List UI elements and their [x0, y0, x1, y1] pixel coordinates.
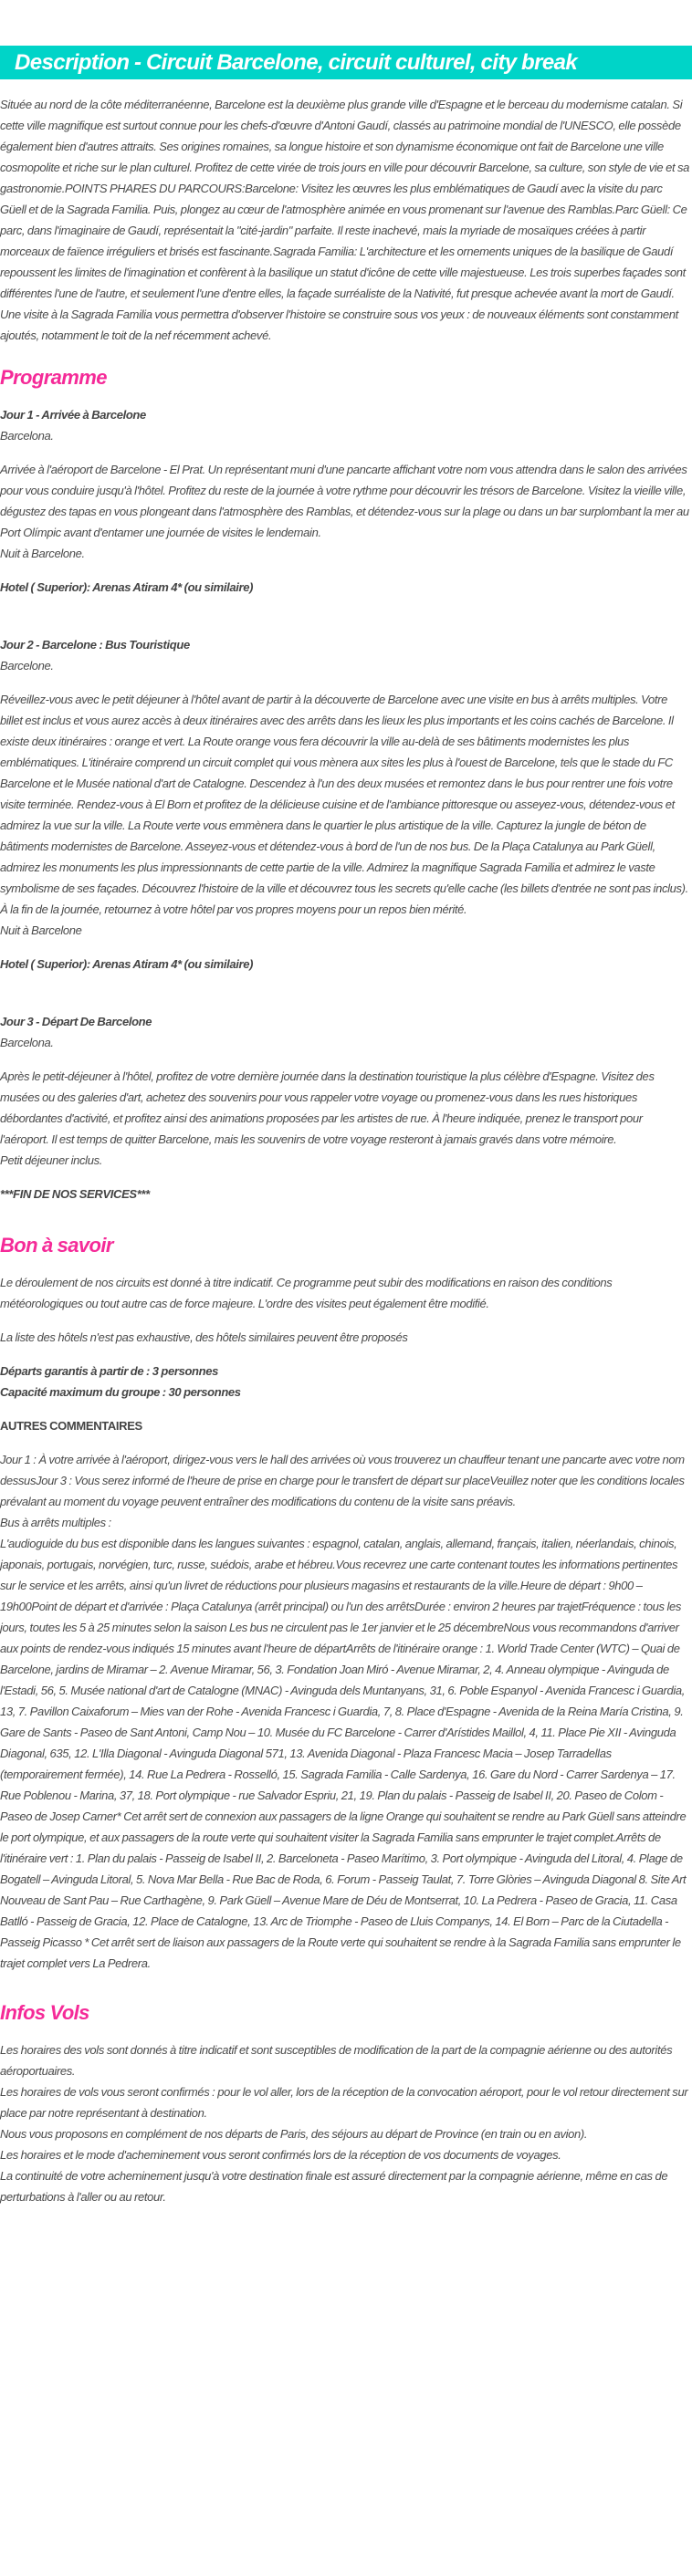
day-3 — [0, 1011, 692, 1171]
title-bar — [0, 46, 692, 79]
description-text: Située au nord de la côte méditerranéenne, Barcelone est la deuxième plus grande ville d'Espagne et le berceau du modernisme catalan. Si cette ville magnifique est surtout connue pour les chefs-d'œuvre d'Antoni Gaudí, classés au patrimoine mondial de l'UNESCO, elle possède également bien d'autres attraits. Ses origines romaines, sa longue histoire et son dynamisme économique ont fait de Barcelone une ville cosmopolite et riche sur le plan culturel. Profitez de cette virée de trois jours en ville pour découvrir Barcelone, sa culture, son style de vie et sa gastronomie.POINTS PHARES DU PARCOURS:Barcelone: Visitez les œuvres les plus emblématiques de Gaudí avec la visite du parc Güell et de la Sagrada Familia. Puis, plongez au cœur de l'atmosphère animée en vous promenant sur l'avenue des Ramblas.Parc Güell: Ce parc, dans l'imaginaire de Gaudí, représentait la "cité-jardin" parfaite. Il reste inachevé, mais la myriade de mosaïques créées à partir morceaux de faïence irréguliers et brisés est fascinante.Sagrada Familia: L'architecture et les ornements uniques de la basilique de Gaudí repoussent les limites de l'imagination et confèrent à la basilique un statut d'icône de cette ville majestueuse. Les trois superbes façades sont différentes l'une de l'autre, et seulement l'une d'entre elles, la façade surréaliste de la Nativité, fut presque achevée avant la mort de Gaudí. Une visite à la Sagrada Familia vous permettra d'observer l'histoire se construire sous vos yeux : de nouveaux éléments sont constamment ajoutés, notamment le toit de la nef récemment achevé. — [0, 98, 689, 342]
flight-info-line: Les horaires et le mode d'acheminement vous seront confirmés lors de la réception de vos documents de voyages. — [0, 2148, 561, 2162]
programme-heading: Programme — [0, 366, 107, 389]
good-to-know-heading: Bon à savoir — [0, 1234, 113, 1257]
day-title: Jour 3 - Départ De Barcelone — [0, 1015, 152, 1028]
min-departure: Départs garantis à partir de : 3 personnes — [0, 1364, 218, 1378]
comments-heading: AUTRES COMMENTAIRES — [0, 1419, 142, 1433]
day-location: Barcelona. — [0, 429, 54, 443]
day-location: Barcelone. — [0, 659, 54, 673]
good-to-know-section — [0, 1232, 692, 1974]
day-2 — [0, 634, 692, 975]
day-location: Barcelona. — [0, 1036, 54, 1049]
day-hotel: Hotel ( Superior): Arenas Atiram 4* (ou similaire) — [0, 957, 254, 971]
comments-bus-details: L'audioguide du bus est disponible dans les langues suivantes : espagnol, catalan, anglais, allemand, français, italien, néerlandais, chinois, japonais, portugais, norvégien, turc, russe, suédois, arabe et hébreu.Vous recevrez une carte contenant toutes les informations pertinentes sur le service et les arrêts, ainsi qu'un livret de réductions pour plusieurs magasins et restaurants de la ville.Heure de départ : 9h00 – 19h00Point de départ et d'arrivée : Plaça Catalunya (arrêt principal) ou l'un des arrêtsDurée : environ 2 heures par trajetFréquence : tous les jours, toutes les 5 à 25 minutes selon la saison Les bus ne circulent pas le 1er janvier et le 25 décembreNous vous recommandons d'arriver aux points de rendez-vous indiqués 15 minutes avant l'heure de départArrêts de l'itinéraire orange : 1. World Trade Center (WTC) – Quai de Barcelone, jardins de Miramar – 2. Avenue Miramar, 56, 3. Fondation Joan Miró - Avenue Miramar, 2, 4. Anneau olympique - Avinguda de l'Estadi, 56, 5. Musée national d'art de Catalogne (MNAC) - Avinguda dels Muntanyans, 31, 6. Poble Espanyol - Avenida Francesc i Guardia, 13, 7. Pavillon Caixaforum – Mies van der Rohe - Avenida Francesc i Guardia, 7, 8. Place d'Espagne - Avenida de la Reina María Cristina, 9. Gare de Sants - Paseo de Sant Antoni, Camp Nou – 10. Musée du FC Barcelone - Carrer d'Arístides Maillol, 4, 11. Place Pie XII - Avinguda Diagonal, 635, 12. L'Illa Diagonal - Avinguda Diagonal 571, 13. Avenida Diagonal - Plaza Francesc Macia – Josep Tarradellas (temporairement fermée), 14. Rue La Pedrera - Rosselló, 15. Sagrada Familia - Calle Sardenya, 16. Gare du Nord - Carrer Sardenya – 17. Rue Poblenou - Marina, 37, 18. Port olympique - rue Salvador Espriu, 21, 19. Plan du palais - Passeig de Isabel II, 20. Paseo de Colom - Paseo de Josep Carner* Cet arrêt sert de connexion aux passagers de la ligne Orange qui souhaitent se rendre au Park Güell sans atteindre le port olympique, et aux passagers de la route verte qui souhaitent visiter la Sagrada Familia sans emprunter le trajet complet.Arrêts de l'itinéraire vert : 1. Plan du palais - Passeig de Isabel II, 2. Barceloneta - Paseo Marítimo, 3. Port olympique - Avinguda del Litoral, 4. Plage de Bogatell – Avinguda Litoral, 5. Nova Mar Bella - Rue Bac de Roda, 6. Forum - Passeig Taulat, 7. Torre Glòries – Avinguda Diagonal 8. Site Art Nouveau de Sant Pau – Rue Carthagène, 9. Park Güell – Avenue Mare de Déu de Montserrat, 10. La Pedrera - Paseo de Gracia, 11. Casa Batlló - Passeig de Gracia, 12. Place de Catalogne, 13. Arc de Triomphe - Paseo de Lluis Companys, 14. El Born – Parc de la Ciutadella - Passeig Picasso * Cet arrêt sert de liaison aux passagers de la Route verte qui souhaitent se rendre à la Sagrada Familia sans emprunter le trajet complet vers La Pedrera. — [0, 1537, 687, 1970]
hotels-note: La liste des hôtels n'est pas exhaustive, des hôtels similaires peuvent être proposés — [0, 1330, 408, 1344]
flights-section — [0, 1999, 692, 2207]
flight-info-line: Nous vous proposons en complément de nos départs de Paris, des séjours au départ de Province (en train ou en avion). — [0, 2127, 588, 2141]
flights-heading: Infos Vols — [0, 2001, 89, 2024]
end-of-services: ***FIN DE NOS SERVICES*** — [0, 1187, 150, 1201]
day-1 — [0, 404, 692, 598]
day-night: Nuit à Barcelone. — [0, 547, 85, 560]
day-hotel: Hotel ( Superior): Arenas Atiram 4* (ou similaire) — [0, 580, 254, 594]
group-info — [0, 1361, 692, 1403]
comments-block — [0, 1449, 692, 1974]
max-capacity: Capacité maximum du groupe : 30 personnes — [0, 1385, 241, 1399]
day-description: Arrivée à l'aéroport de Barcelone - El Prat. Un représentant muni d'une pancarte affichant votre nom vous attendra dans le salon des arrivées pour vous conduire jusqu'à l'hôtel. Profitez du reste de la journée à votre rythme pour découvrir les trésors de Barcelone. Visitez la vieille ville, dégustez des tapas en vous plongeant dans l'atmosphère des Ramblas, et détendez-vous sur la plage ou dans un bar surplombant la mer au Port Olímpic avant d'entamer une journée de visites le lendemain. — [0, 463, 689, 539]
day-description: Réveillez-vous avec le petit déjeuner à l'hôtel avant de partir à la découverte de Barcelone avec une visite en bus à arrêts multiples. Votre billet est inclus et vous aurez accès à deux itinéraires avec des arrêts dans les lieux les plus importants et les coins cachés de Barcelone. Il existe deux itinéraires : orange et vert. La Route orange vous fera découvrir la ville au-delà de ses bâtiments modernistes les plus emblématiques. L'itinéraire comprend un circuit complet qui vous mènera aux sites les plus à l'ouest de Barcelone, tels que le stade du FC Barcelone et le Musée national d'art de Catalogne. Descendez à l'un des deux musées et remontez dans le bus pour rentrer une fois votre visite terminée. Rendez-vous à El Born et profitez de la délicieuse cuisine et de l'ambiance pittoresque ou asseyez-vous, détendez-vous et admirez la vue sur la ville. La Route verte vous emmènera dans le quartier le plus artistique de la ville. Capturez la jungle de béton de bâtiments modernistes de Barcelone. Asseyez-vous et détendez-vous à bord de l'un de nos bus. De la Plaça Catalunya au Park Güell, admirez les monuments les plus impressionnants de cette partie de la ville. Admirez la magnifique Sagrada Familia et admirez le vaste symbolisme de ses façades. Découvrez l'histoire de la ville et découvrez tous les secrets qu'elle cache (les billets d'entrée ne sont pas inclus). À la fin de la journée, retournez à votre hôtel par vos propres moyens pour un repos bien mérité. — [0, 693, 688, 916]
comments-bus-label: Bus à arrêts multiples : — [0, 1516, 111, 1529]
day-title: Jour 1 - Arrivée à Barcelone — [0, 408, 146, 422]
flight-info-line: Les horaires de vols vous seront confirmés : pour le vol aller, lors de la réception de la convocation aéroport, pour le vol retour directement sur place par notre représentant à destination. — [0, 2085, 688, 2120]
day-description: Après le petit-déjeuner à l'hôtel, profitez de votre dernière journée dans la destination touristique la plus célèbre d'Espagne. Visitez des musées ou des galeries d'art, achetez des souvenirs pour vous rappeler votre voyage ou promenez-vous dans les rues historiques débordantes d'activité, et profitez ainsi des animations proposées par les artistes de rue. À l'heure indiquée, prenez le transport pour l'aéroport. Il est temps de quitter Barcelone, mais les souvenirs de votre voyage resteront à jamais gravés dans votre mémoire. — [0, 1069, 655, 1146]
programme-section — [0, 364, 692, 1205]
flight-info-line: La continuité de votre acheminement jusqu'à votre destination finale est assuré directement par la compagnie aérienne, même en cas de perturbations à l'aller ou au retour. — [0, 2169, 668, 2204]
flight-info-line: Les horaires des vols sont donnés à titre indicatif et sont susceptibles de modification de la part de la compagnie aérienne ou des autorités aéroportuaires. — [0, 2043, 673, 2078]
comments-intro: Jour 1 : À votre arrivée à l'aéroport, dirigez-vous vers le hall des arrivées où vous trouverez un chauffeur tenant une pancarte avec votre nom dessusJour 3 : Vous serez informé de l'heure de prise en charge pour le transfert de départ sur placeVeuillez noter que les conditions locales prévalant au moment du voyage peuvent entraîner des modifications du contenu de la visite sans préavis. — [0, 1453, 685, 1508]
day-meal: Petit déjeuner inclus. — [0, 1153, 102, 1167]
day-night: Nuit à Barcelone — [0, 923, 82, 937]
day-title: Jour 2 - Barcelone : Bus Touristique — [0, 638, 190, 652]
disclaimer-text: Le déroulement de nos circuits est donné à titre indicatif. Ce programme peut subir des modifications en raison des conditions météorologiques ou tout autre cas de force majeure. L'ordre des visites peut également être modifié. — [0, 1276, 613, 1310]
page-title: Description - Circuit Barcelone, circuit culturel, city break — [15, 50, 578, 75]
